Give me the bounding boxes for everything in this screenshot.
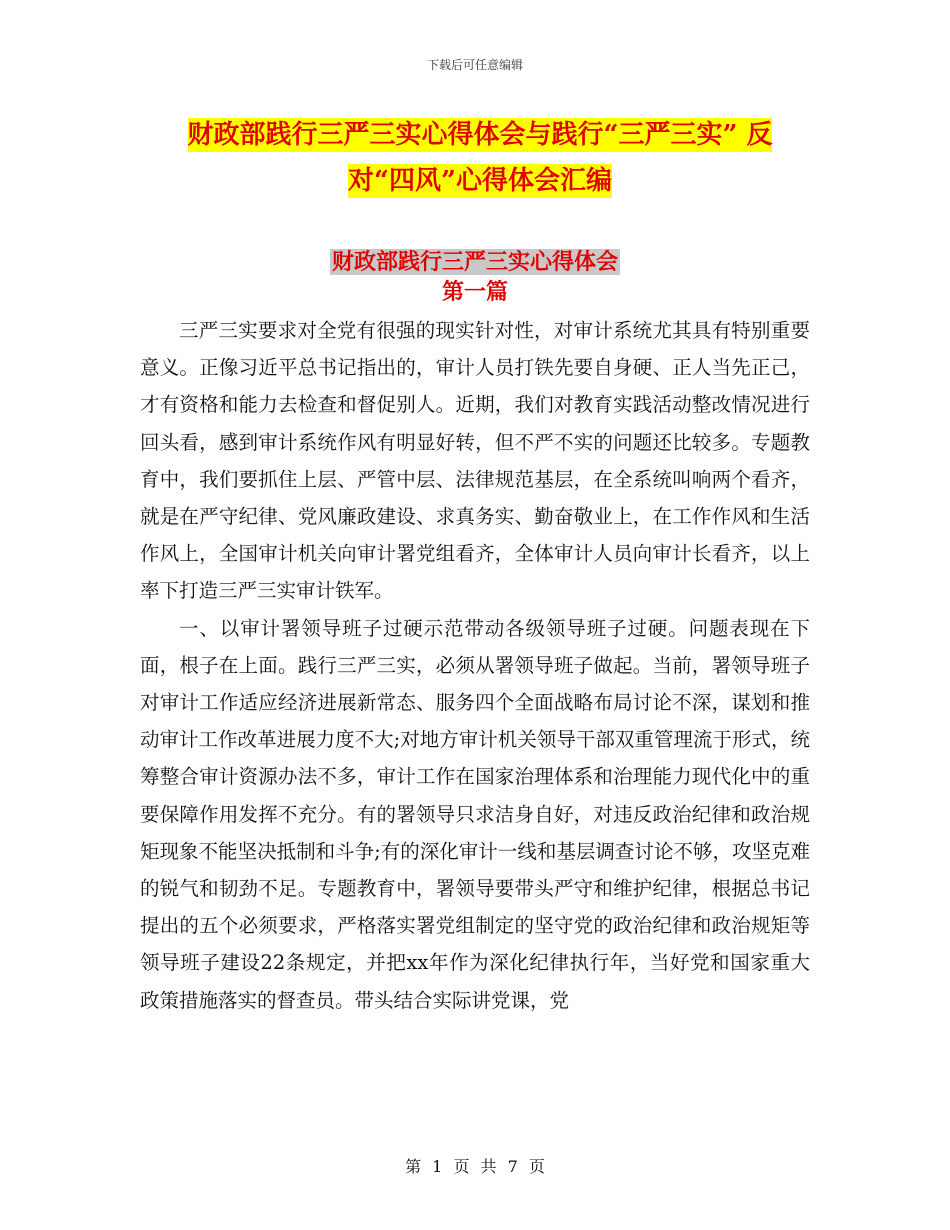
- page-number-footer: 第 1 页 共 7 页: [405, 1157, 545, 1176]
- document-title-line-2: 对“四风”心得体会汇编: [348, 166, 612, 196]
- paragraph: 三严三实要求对全党有很强的现实针对性，对审计系统尤其具有特别重要意义。正像习近平总书记指出的，审计人员打铁先要自身硬、正人当先正己，才有资格和能力去检查和督促别人。近期，我们对教育实践活动整改情况进行回头看，感到审计系统作风有明显好转，但不严不实的问题还比较多。专题教育中，我们要抓住上层、严管中层、法律规范基层，在全系统叫响两个看齐，就是在严守纪律、党风廉政建设、求真务实、勤奋敬业上，在工作作风和生活作风上，全国审计机关向审计署党组看齐，全体审计人员向审计长看齐，以上率下打造三严三实审计铁军。: [140, 319, 810, 603]
- document-body: [140, 312, 810, 1019]
- document-title: [140, 112, 820, 204]
- section-title-text: 财政部践行三严三实心得体会: [331, 249, 618, 275]
- section-title: [0, 248, 950, 276]
- section-subtitle: 第一篇: [441, 279, 508, 305]
- paragraph: 一、以审计署领导班子过硬示范带动各级领导班子过硬。问题表现在下面，根子在上面。践行三严三实，必须从署领导班子做起。当前，署领导班子对审计工作适应经济进展新常态、服务四个全面战略布局讨论不深，谋划和推动审计工作改革进展力度不大;对地方审计机关领导干部双重管理流于形式，统筹整合审计资源办法不多，审计工作在国家治理体系和治理能力现代化中的重要保障作用发挥不充分。有的署领导只求洁身自好，对违反政治纪律和政治规矩现象不能坚决抵制和斗争;有的深化审计一线和基层调查讨论不够，攻坚克难的锐气和韧劲不足。专题教育中，署领导要带头严守和维护纪律，根据总书记提出的五个必须要求，严格落实署党组制定的坚守党的政治纪律和政治规矩等领导班子建设22条规定，并把xx年作为深化纪律执行年，当好党和国家重大政策措施落实的督查员。带头结合实际讲党课，党: [140, 616, 810, 1012]
- header-note: 下载后可任意编辑: [426, 58, 523, 72]
- document-title-line-1: 财政部践行三严三实心得体会与践行“三严三实” 反: [187, 120, 773, 150]
